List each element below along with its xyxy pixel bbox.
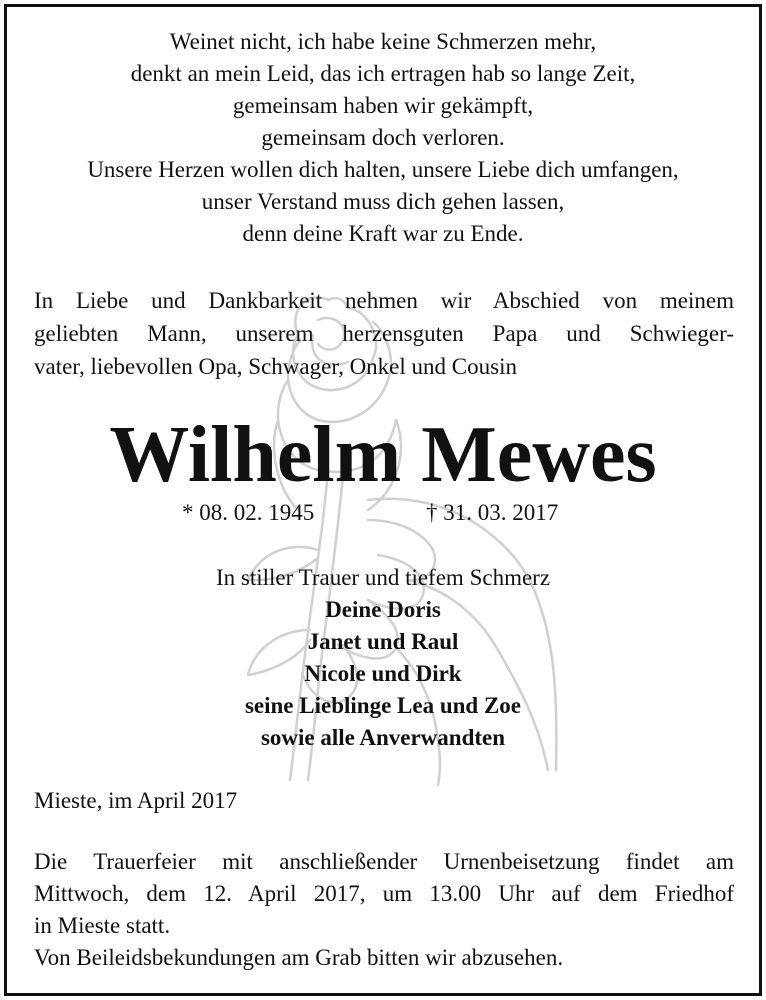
intro-paragraph xyxy=(34,284,734,383)
mourner-name: Deine Doris xyxy=(325,597,441,622)
funeral-line: Von Beileidsbekundungen am Grab bitten wir abzusehen. xyxy=(34,945,564,970)
mourner-name: seine Lieblinge Lea und Zoe xyxy=(244,693,522,718)
funeral-line: in Mieste statt. xyxy=(34,913,171,938)
poem-line: gemeinsam doch verloren. xyxy=(261,125,505,150)
poem-line: Weinet nicht, ich habe keine Schmerzen mehr, xyxy=(169,29,597,54)
mourner-name: Janet und Raul xyxy=(307,629,459,654)
poem-line: unser Verstand muss dich gehen lassen, xyxy=(201,189,565,214)
poem xyxy=(0,26,766,250)
poem-line: denn deine Kraft war zu Ende. xyxy=(242,221,524,246)
intro-line: geliebten Mann, unserem herzensguten Papa und Schwieger- xyxy=(34,321,734,346)
poem-line: denkt an mein Leid, das ich ertragen hab so lange Zeit, xyxy=(130,61,636,86)
funeral-info xyxy=(34,846,734,974)
birth-date: * 08. 02. 1945 xyxy=(182,500,315,525)
poem-line: Unsere Herzen wollen dich halten, unsere Liebe dich umfangen, xyxy=(87,157,679,182)
deceased-name: Wilhelm Mewes xyxy=(109,411,657,499)
death-date: † 31. 03. 2017 xyxy=(426,500,559,525)
intro-line: In Liebe und Dankbarkeit nehmen wir Abschied von meinem xyxy=(34,288,734,313)
place-and-date: Mieste, im April 2017 xyxy=(34,788,238,813)
intro-line: vater, liebevollen Opa, Schwager, Onkel und Cousin xyxy=(34,354,517,379)
mourner-name: Nicole und Dirk xyxy=(304,661,462,686)
poem-line: gemeinsam haben wir gekämpft, xyxy=(232,93,534,118)
mourners-lead: In stiller Trauer und tiefem Schmerz xyxy=(215,565,551,590)
mourners-block xyxy=(0,562,766,754)
funeral-line: Die Trauerfeier mit anschließender Urnenbeisetzung findet am xyxy=(34,849,734,874)
funeral-line: Mittwoch, dem 12. April 2017, um 13.00 Uhr auf dem Friedhof xyxy=(34,881,734,906)
mourner-name: sowie alle Anverwandten xyxy=(260,725,506,750)
